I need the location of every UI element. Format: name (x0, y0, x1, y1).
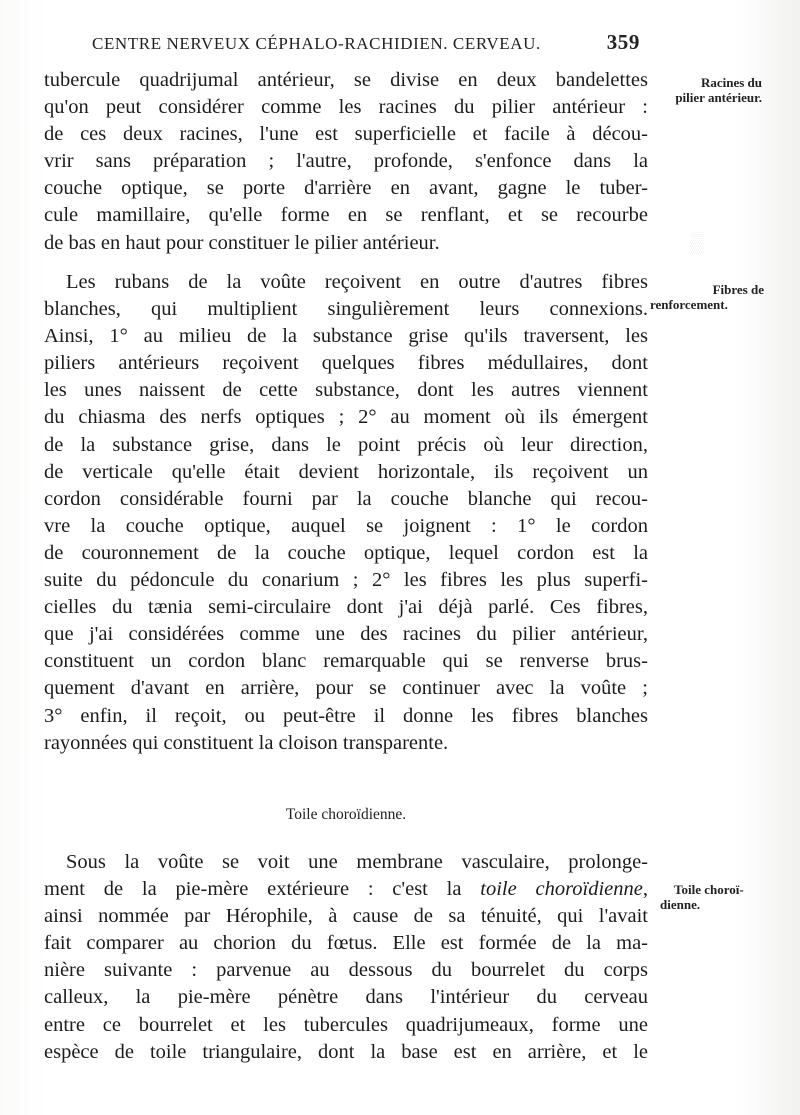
text-line: suite du pédoncule du conarium ; 2° les fibres les plus superfi- (44, 569, 648, 592)
page-number: 359 (606, 30, 640, 54)
text-line: Les rubans de la voûte reçoivent en outre d'autres fibres (66, 271, 648, 293)
text-line: vre la couche optique, auquel se joignent : 1° le cordon (44, 514, 648, 537)
text-line: fait comparer au chorion du fœtus. Elle est formée de la ma- (44, 932, 648, 955)
bleed-through-text: ▒ (690, 232, 705, 254)
text-line: ainsi nommée par Hérophile, à cause de sa ténuité, qui l'avait (44, 905, 648, 928)
text-line: calleux, la pie-mère pénètre dans l'intérieur du cerveau (44, 986, 648, 1009)
text-line: espèce de toile triangulaire, dont la base est en arrière, et le (44, 1040, 648, 1063)
text-line: de verticale qu'elle était devient horizontale, ils reçoivent un (44, 460, 648, 483)
text-line: couche optique, se porte d'arrière en avant, gagne le tuber- (44, 177, 648, 200)
margin-note-racines (650, 75, 762, 105)
margin-note-line: pilier antérieur. (675, 90, 762, 105)
text-line: tubercule quadrijumal antérieur, se divise en deux bandelettes (44, 69, 648, 91)
text-line: 3° enfin, il reçoit, ou peut-être il donne les fibres blanches (44, 704, 648, 727)
text-segment: ment de la pie-mère extérieure : c'est la (44, 878, 462, 901)
text-line: rayonnées qui constituent la cloison transparente. (44, 731, 449, 754)
text-line: nière suivante : parvenue au dessous du bourrelet du corps (44, 959, 648, 982)
text-line: de bas en haut pour constituer le pilier antérieur. (44, 231, 440, 254)
text-line: Ainsi, 1° au milieu de la substance grise qu'ils traversent, les (44, 325, 648, 348)
text-line: cule mamillaire, qu'elle forme en se renflant, et se recourbe (44, 204, 648, 227)
text-line: vrir sans préparation ; l'autre, profonde, s'enfonce dans la (44, 150, 648, 173)
margin-note-line: renforcement. (650, 297, 728, 312)
text-line: cordon considérable fourni par la couche blanche qui recou- (44, 487, 648, 510)
text-line: du chiasma des nerfs optiques ; 2° au moment où ils émergent (44, 406, 648, 429)
text-line: de couronnement de la couche optique, lequel cordon est la (44, 541, 648, 564)
margin-note-line: Racines du (700, 75, 762, 90)
text-line: qu'on peut considérer comme les racines du pilier antérieur : (44, 96, 648, 119)
text-line: de ces deux racines, l'une est superficielle et facile à décou- (44, 123, 648, 146)
text-line: quement d'avant en arrière, pour se continuer avec la voûte ; (44, 677, 648, 700)
running-header (92, 30, 640, 58)
text-line: cielles du tænia semi-circulaire dont j'ai déjà parlé. Ces fibres, (44, 596, 648, 619)
text-line: piliers antérieurs reçoivent quelques fibres médullaires, dont (44, 352, 648, 375)
text-line: de la substance grise, dans le point précis où leur direction, (44, 433, 648, 456)
text-line (44, 876, 648, 903)
paragraph-1 (44, 67, 648, 257)
text-line: les unes naissent de cette substance, dont les autres viennent (44, 379, 648, 402)
margin-note-fibres (650, 282, 764, 312)
margin-note-line: Fibres de (712, 282, 764, 297)
section-heading: Toile choroïdienne. (285, 806, 407, 823)
text-line: blanches, qui multiplient singulièrement leurs connexions. (44, 298, 648, 321)
text-line: que j'ai considérées comme une des racines du pilier antérieur, (44, 623, 648, 646)
italic-term: toile choroïdienne (480, 878, 643, 901)
margin-note-toile (660, 882, 770, 912)
margin-note-line: dienne. (660, 897, 701, 912)
text-segment: , (642, 878, 648, 901)
margin-note-line: Toile choroï- (674, 882, 744, 897)
paragraph-3 (44, 849, 648, 1066)
text-line: entre ce bourrelet et les tubercules quadrijumeaux, forme une (44, 1013, 648, 1036)
running-title: CENTRE NERVEUX CÉPHALO-RACHIDIEN. CERVEAU. (92, 34, 541, 53)
text-line: constituent un cordon blanc remarquable qui se renverse brus- (44, 650, 648, 673)
paragraph-2 (44, 269, 648, 757)
text-line: Sous la voûte se voit une membrane vasculaire, prolonge- (66, 851, 648, 873)
